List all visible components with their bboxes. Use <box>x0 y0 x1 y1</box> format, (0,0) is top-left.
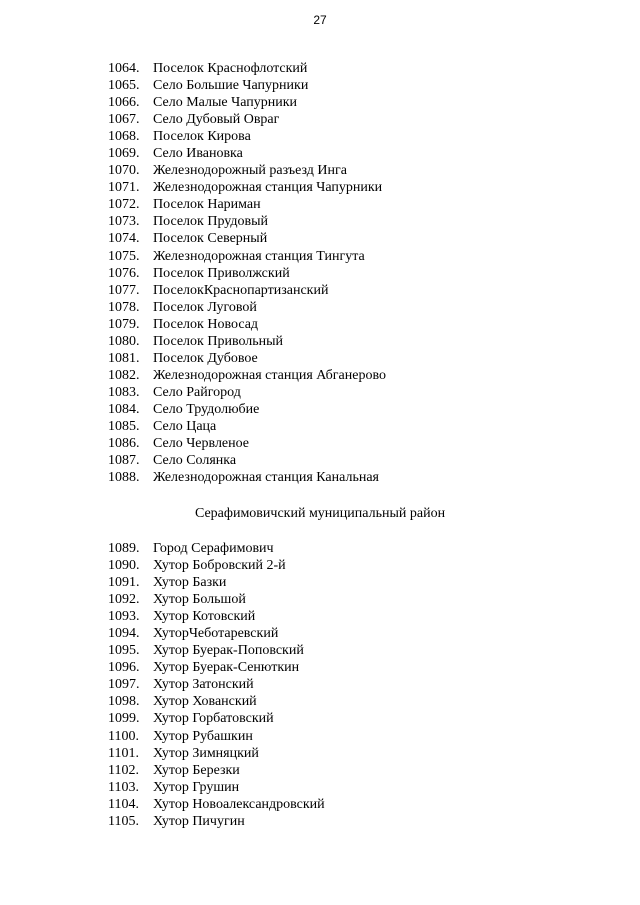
item-name: Хутор Большой <box>153 592 246 608</box>
list-item <box>108 333 386 350</box>
item-number: 1067. <box>108 112 140 128</box>
item-name: Поселок Прудовый <box>153 214 269 230</box>
item-name: Хутор Грушин <box>153 779 240 795</box>
item-name: Поселок Кирова <box>153 129 251 145</box>
list-item <box>108 282 386 299</box>
list-item <box>108 401 386 418</box>
list-item <box>108 728 325 745</box>
item-number: 1102. <box>108 762 139 778</box>
list-item <box>108 625 325 642</box>
item-number: 1074. <box>108 231 140 247</box>
list-item <box>108 745 325 762</box>
settlement-list-b <box>108 540 325 830</box>
item-name: Поселок Привольный <box>153 333 284 349</box>
item-number: 1100. <box>108 728 139 744</box>
item-number: 1079. <box>108 316 140 332</box>
list-item <box>108 452 386 469</box>
list-item <box>108 591 325 608</box>
item-name: Село Червленое <box>153 436 250 452</box>
item-number: 1085. <box>108 418 140 434</box>
list-item <box>108 299 386 316</box>
item-name: Хутор Горбатовский <box>153 711 274 727</box>
item-number: 1089. <box>108 541 140 556</box>
item-number: 1083. <box>108 384 140 400</box>
item-number: 1081. <box>108 350 140 366</box>
item-number: 1078. <box>108 299 140 315</box>
list-item <box>108 642 325 659</box>
item-name: Железнодорожная станция Тингута <box>153 248 365 264</box>
item-name: Хутор Буерак-Поповский <box>153 643 304 659</box>
page-number: 27 <box>313 13 327 27</box>
item-number: 1086. <box>108 436 140 452</box>
list-item <box>108 384 386 401</box>
item-name: Село Солянка <box>153 453 237 469</box>
list-item <box>108 350 386 367</box>
list-item <box>108 367 386 384</box>
list-item <box>108 60 386 77</box>
item-number: 1077. <box>108 282 140 298</box>
item-number: 1087. <box>108 453 140 469</box>
list-item <box>108 265 386 282</box>
item-name: Село Ивановка <box>153 146 243 162</box>
item-number: 1094. <box>108 626 140 642</box>
item-number: 1065. <box>108 78 140 94</box>
item-name: Хутор Буерак-Сенюткин <box>153 660 300 676</box>
list-item <box>108 230 386 247</box>
item-number: 1073. <box>108 214 140 230</box>
item-number: 1093. <box>108 609 140 625</box>
item-name: Хутор Новоалександровский <box>153 796 325 812</box>
item-number: 1091. <box>108 575 140 591</box>
item-name: Поселок Северный <box>153 231 268 247</box>
item-name: Хутор Зимняцкий <box>153 745 259 761</box>
list-item <box>108 710 325 727</box>
item-name: Хутор Березки <box>153 762 240 778</box>
item-name: Хутор Пичугин <box>153 813 245 829</box>
list-item <box>108 540 325 557</box>
list-item <box>108 659 325 676</box>
item-number: 1080. <box>108 333 140 349</box>
list-item <box>108 418 386 435</box>
item-number: 1084. <box>108 401 140 417</box>
item-number: 1076. <box>108 265 140 281</box>
list-item <box>108 574 325 591</box>
list-item <box>108 608 325 625</box>
item-number: 1105. <box>108 813 139 829</box>
item-number: 1068. <box>108 129 140 145</box>
item-number: 1098. <box>108 694 140 710</box>
list-item <box>108 796 325 813</box>
item-number: 1064. <box>108 61 140 76</box>
list-item <box>108 762 325 779</box>
list-item <box>108 77 386 94</box>
item-name: Хутор Рубашкин <box>153 728 253 744</box>
item-number: 1088. <box>108 470 140 486</box>
list-item <box>108 213 386 230</box>
item-name: Город Серафимович <box>153 541 274 556</box>
list-item <box>108 111 386 128</box>
list-item <box>108 128 386 145</box>
list-item <box>108 248 386 265</box>
list-item <box>108 557 325 574</box>
item-name: Село Малые Чапурники <box>153 95 297 111</box>
item-number: 1104. <box>108 796 139 812</box>
list-item <box>108 145 386 162</box>
item-number: 1099. <box>108 711 140 727</box>
list-item <box>108 162 386 179</box>
item-name: Поселок Краснофлотский <box>153 61 308 76</box>
list-item <box>108 179 386 196</box>
item-number: 1071. <box>108 180 140 196</box>
item-number: 1096. <box>108 660 140 676</box>
item-name: ХуторЧеботаревский <box>153 626 279 642</box>
item-name: Поселок Новосад <box>153 316 259 332</box>
item-name: Поселок Нариман <box>153 197 261 213</box>
item-name: Хутор Котовский <box>153 609 256 625</box>
list-item <box>108 693 325 710</box>
item-number: 1092. <box>108 592 140 608</box>
list-item <box>108 469 386 486</box>
item-name: Железнодорожная станция Канальная <box>153 470 379 486</box>
list-item <box>108 435 386 452</box>
item-name: Поселок Приволжский <box>153 265 290 281</box>
item-number: 1097. <box>108 677 140 693</box>
item-number: 1082. <box>108 367 140 383</box>
item-number: 1069. <box>108 146 140 162</box>
item-name: Село Дубовый Овраг <box>153 112 280 128</box>
item-number: 1070. <box>108 163 140 179</box>
list-item <box>108 94 386 111</box>
section-heading: Серафимовичский муниципальный район <box>194 506 446 521</box>
item-number: 1103. <box>108 779 139 795</box>
list-item <box>108 196 386 213</box>
item-number: 1072. <box>108 197 140 213</box>
item-name: Село Цаца <box>153 418 217 434</box>
item-name: Железнодорожный разъезд Инга <box>153 163 347 179</box>
item-name: Село Трудолюбие <box>153 401 260 417</box>
list-item <box>108 316 386 333</box>
item-name: Хутор Базки <box>153 575 227 591</box>
item-name: Хутор Хованский <box>153 694 257 710</box>
item-number: 1090. <box>108 558 140 574</box>
list-item <box>108 813 325 830</box>
item-name: ПоселокКраснопартизанский <box>153 282 329 298</box>
item-name: Село Райгород <box>153 384 241 400</box>
item-name: Хутор Бобровский 2-й <box>153 558 286 574</box>
item-number: 1066. <box>108 95 140 111</box>
list-item <box>108 676 325 693</box>
item-number: 1095. <box>108 643 140 659</box>
item-name: Село Большие Чапурники <box>153 78 309 94</box>
item-number: 1101. <box>108 745 139 761</box>
list-item <box>108 779 325 796</box>
item-name: Железнодорожная станция Абганерово <box>153 367 386 383</box>
settlement-list-a <box>108 60 386 486</box>
item-name: Хутор Затонский <box>153 677 254 693</box>
item-number: 1075. <box>108 248 140 264</box>
item-name: Поселок Луговой <box>153 299 257 315</box>
item-name: Поселок Дубовое <box>153 350 258 366</box>
item-name: Железнодорожная станция Чапурники <box>153 180 383 196</box>
